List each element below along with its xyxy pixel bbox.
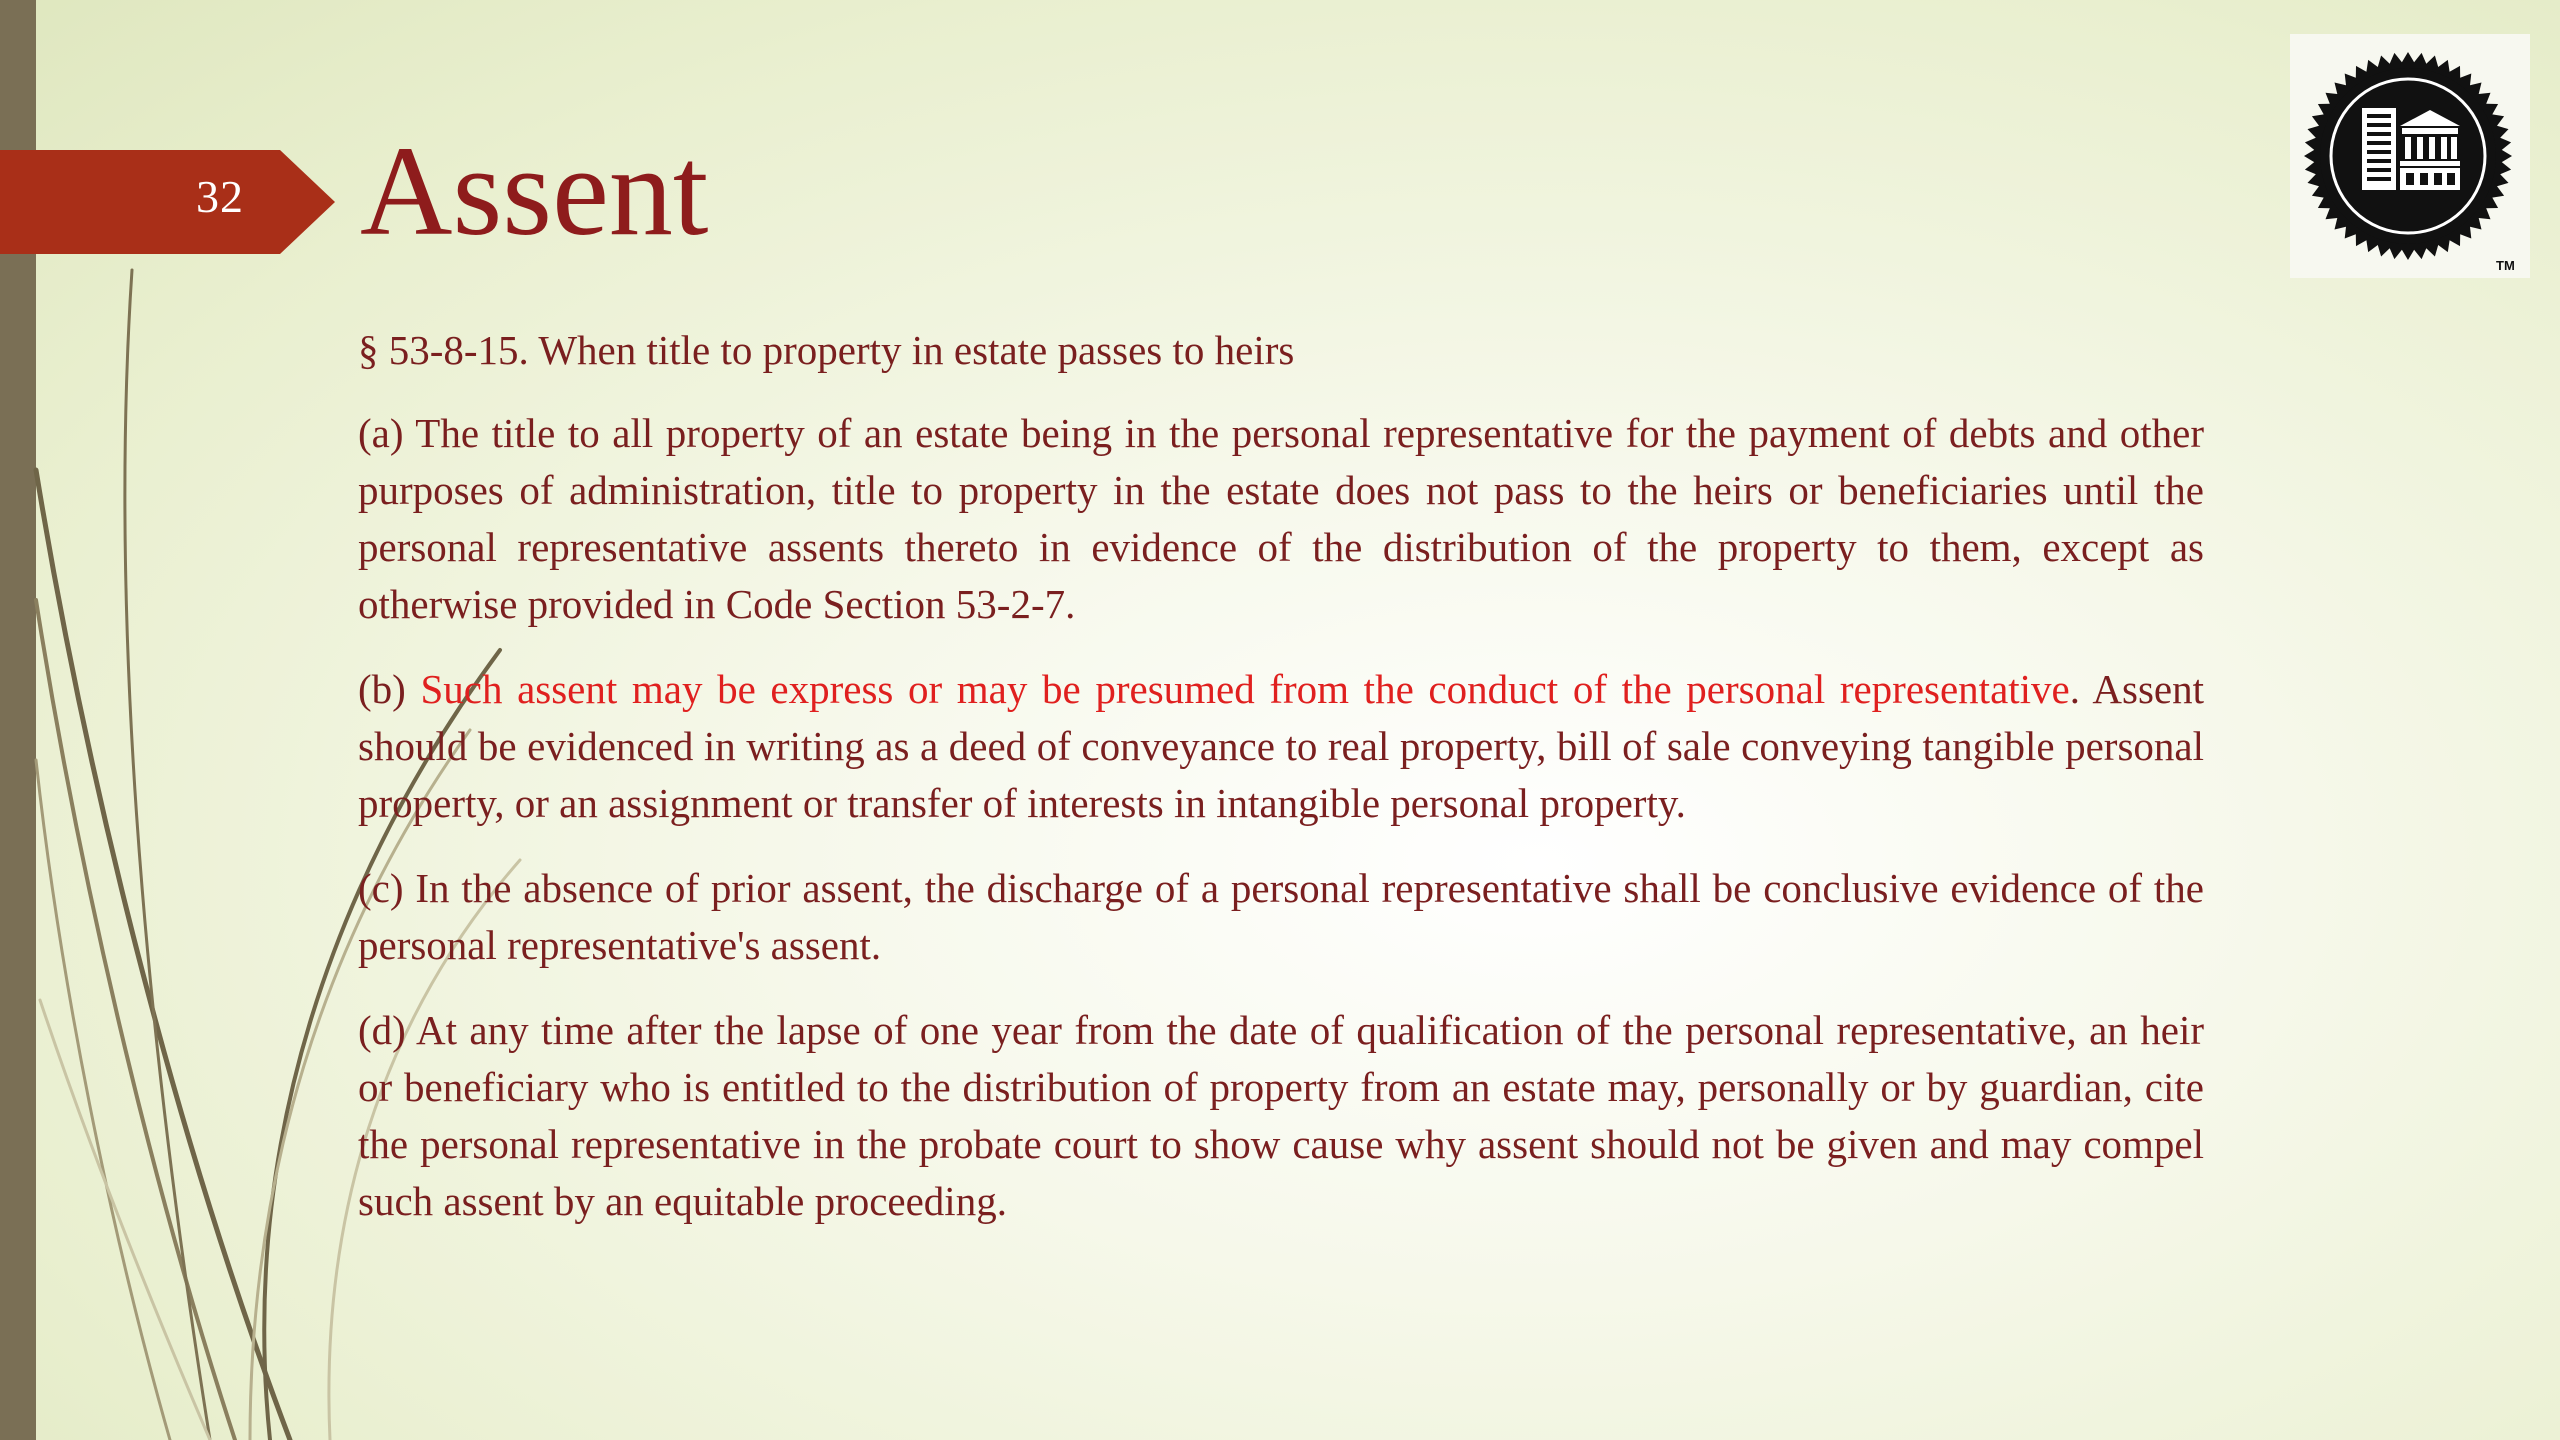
paragraph-b-rest: . Assent should be evidenced in writing as a deed of conveyance to real property, bill of sale conveying tangible personal property, or an assignment or transfer of interests in intangible personal property. (358, 666, 2204, 826)
slide-title: Assent (360, 120, 709, 262)
seal-buildings-icon (2290, 34, 2530, 278)
slide-number-flag (0, 150, 335, 254)
paragraph-d: (d) At any time after the lapse of one year from the date of qualification of the personal representative, an heir or beneficiary who is entitled to the distribution of property from an estate may, personally or by guardian, cite the personal representative in the probate court to show cause why assent should not be given and may compel such assent by an equitable proceeding. (358, 1007, 2204, 1224)
slide-body (358, 322, 2204, 1258)
logo (2290, 34, 2530, 278)
paragraph-c: (c) In the absence of prior assent, the discharge of a personal representative shall be conclusive evidence of the personal representative's assent. (358, 865, 2204, 968)
paragraph-b (358, 661, 2204, 832)
statute-heading: § 53-8-15. When title to property in estate passes to heirs (358, 327, 1295, 373)
paragraph-b-prefix: (b) (358, 666, 421, 712)
paragraph-a: (a) The title to all property of an estate being in the personal representative for the payment of debts and other purposes of administration, title to property in the estate does not pass to the heirs or beneficiaries until the personal representative assents thereto in evidence of the distribution of the property to them, except as otherwise provided in Code Section 53-2-7. (358, 410, 2204, 627)
trademark-mark: TM (2496, 258, 2515, 273)
slide-number: 32 (196, 171, 244, 222)
paragraph-b-highlight: Such assent may be express or may be presumed from the conduct of the personal representative (420, 666, 2070, 712)
